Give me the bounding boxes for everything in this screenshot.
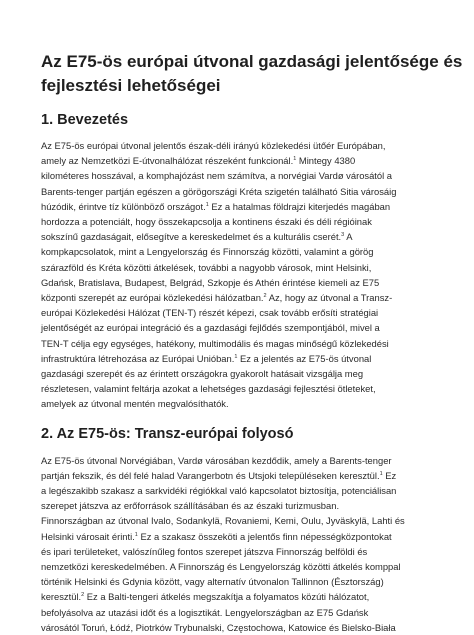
text-line: európai Közlekedési Hálózat (TEN-T) részét képezi, csak tovább erősíti stratégiai [41,307,379,319]
text-line: Gdańsk, Bratislava, Budapest, Belgrád, Szkopje és Athén érintése kiemeli az E75 [41,276,380,288]
text-line: amely az Nemzetközi E-útvonalhálózat részeként funkcionál.$^1$ Mintegy 4380 [41,155,356,167]
text-line: nemzetközi kereskedelmében. A Finnország és Lengyelország közötti átkelés komppal [41,561,401,573]
text-line: hordozza a potenciált, hogy összekapcsolja a kontinens északi és déli régióinak [41,216,372,228]
footnote-marker: 3 [341,232,345,239]
text-line: és ipari területeket, valószínűleg fontos szerepet játszva Finnország belföldi és [41,545,368,557]
title-line: Az E75-ös európai útvonal gazdasági jelentősége és [41,52,463,71]
text-line: Az E75-ös útvonal Norvégiában, Vardø városában kezdődik, amely a Barents-tenger [41,454,392,466]
text-line: partján fekszik, és dél felé halad Varangerbotn és Utsjoki településeken keresztül.$^1$ Ez [41,469,397,481]
text-line: Helsinki városait érinti.$^1$ Ez a szakasz összeköti a jelentős finn népességközpontokat [41,530,392,542]
footnote-marker: 2 [81,592,85,599]
text-line: városától Toruń, Łódź, Piotrków Trybunalski, Częstochowa, Katowice és Bielsko-Biała [41,621,396,633]
footnote-marker: 1 [205,201,209,208]
text-line: Finnországban az útvonal Ivalo, Sodankylä, Rovaniemi, Kemi, Oulu, Jyväskylä, Lahti és [41,515,405,527]
footnote-marker: 1 [379,470,383,477]
text-line: szerepet játszva az erőforrások szállításában és az északi turizmusban. [41,500,340,512]
section-paragraph-introduction [41,138,414,412]
text-line: amelyek az útvonal mentén megvalósíthatók. [41,398,229,410]
text-line: szárazföld és Kréta közötti átkelések, további a nagyobb városok, mint Helsinki, [41,261,372,273]
text-line: sokszínű gazdaságait, elősegítve a kereskedelmet és a kulturális cserét.$^3$ A [41,231,353,243]
section-heading-corridor: 2. Az E75-ös: Transz-európai folyosó [41,425,294,442]
text-line: kilométeres hosszával, a komphajózást nem számítva, a norvégiai Vardø városától a [41,170,393,182]
text-line: TEN-T célja egy egységes, hatékony, multimodális és magas minőségű közlekedési [41,337,389,349]
footnote-marker: 2 [263,292,267,299]
text-line: jelentőségét az európai integráció és a gazdasági fejlődés szempontjából, mivel a [41,322,380,334]
text-line: kompkapcsolatok, mint a Lengyelország és Finnország közötti, valamint a görög [41,246,374,258]
document-title [41,50,463,98]
text-line: központi szerepét az európai közlekedési hálózatban.$^2$ Az, hogy az útvonal a Transz- [41,292,393,304]
footnote-marker: 1 [134,531,138,538]
text-line: Az E75-ös európai útvonal jelentős észak-déli irányú közlekedési ütőér Európában, [41,140,386,151]
text-line: Barents-tenger partján egészen a görögországi Kréta szigetén található Sitia városáig [41,185,397,197]
text-line: részletesen, valamint feltárja azokat a lehetséges gazdasági fejlesztési ötleteket, [41,383,376,395]
text-line: keresztül.$^2$ Ez a Balti-tengeri átkelés megszakítja a folyamatos közúti hálózatot, [41,591,370,603]
footnote-marker: 1 [293,156,297,163]
text-line: gazdasági szerepét és az érintett országokra gyakorolt hatásait vizsgálja meg [41,368,364,380]
title-line: fejlesztési lehetőségei [41,76,221,95]
section-heading-introduction: 1. Bevezetés [41,112,129,128]
text-line: befolyásolva az utazási időt és a logisztikát. Lengyelországban az E75 Gdańsk [41,606,369,618]
section-paragraph-corridor [41,453,414,635]
text-line: húzódik, érintve tíz különböző országot.$^1$ Ez a hatalmas földrajzi kiterjedés magában [41,200,391,212]
footnote-marker: 1 [234,353,238,360]
text-line: történik Helsinki és Gdynia között, vagy alternatív útvonalon Tallinnon (Észtország) [41,576,384,588]
text-line: infrastruktúra létrehozása az Európai Unióban.$^1$ Ez a jelentés az E75-ös útvonal [41,352,372,364]
text-line: a legészakibb szakasz a sarkvidéki régiókkal való kapcsolatot biztosítja, potenciálisan [41,485,397,497]
